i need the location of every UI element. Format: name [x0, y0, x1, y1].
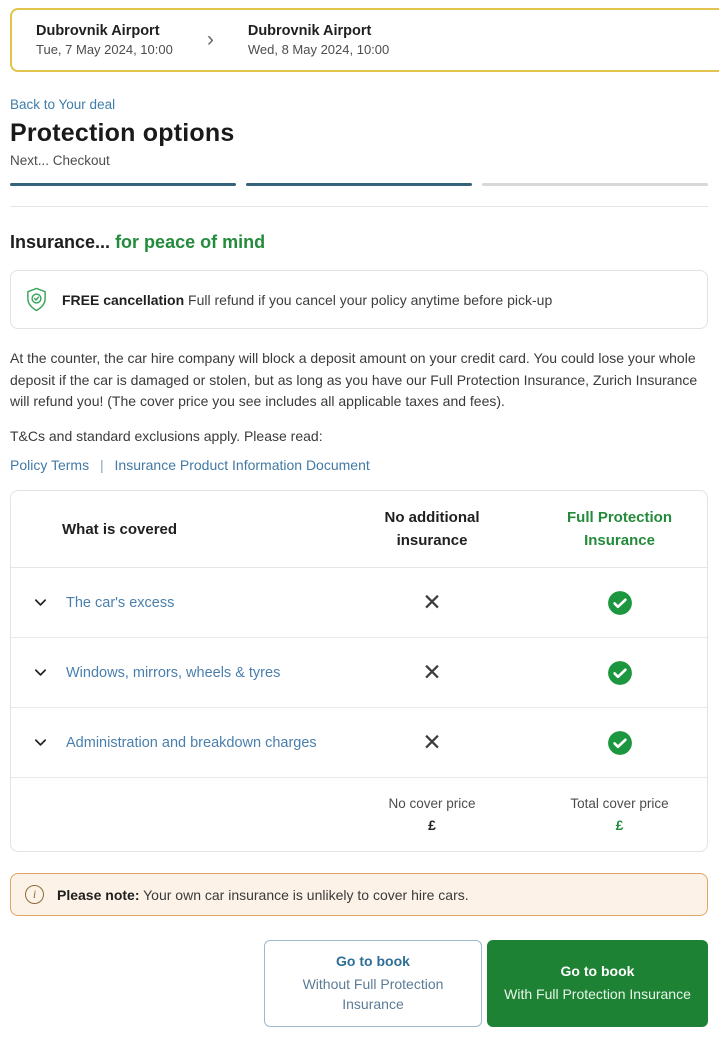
- book-without-insurance-button[interactable]: Go to book Without Full Protection Insurance: [264, 940, 482, 1027]
- dropoff-location: Dubrovnik Airport: [247, 23, 372, 39]
- dropoff-datetime: Wed, 8 May 2024, 10:00: [247, 42, 390, 57]
- table-row-windows-mirrors: [11, 638, 707, 708]
- chevron-down-icon: [33, 595, 48, 610]
- coverage-item-link[interactable]: Windows, mirrors, wheels & tyres: [66, 664, 281, 681]
- covered-check-icon: [607, 730, 633, 756]
- coverage-table: [10, 490, 708, 852]
- document-links: [10, 457, 708, 473]
- column-header-full-protection: Full Protection Insurance: [567, 508, 672, 550]
- main-content: [0, 72, 719, 1047]
- note-text: [57, 887, 469, 903]
- free-cancellation-desc: Full refund if you cancel your policy anytime before pick-up: [188, 291, 553, 308]
- insurance-heading: [10, 232, 708, 253]
- table-row-admin-breakdown: [11, 708, 707, 778]
- chevron-down-icon: [33, 735, 48, 750]
- coverage-item-link[interactable]: Administration and breakdown charges: [66, 734, 317, 751]
- not-covered-icon: ✕: [422, 729, 442, 756]
- ipid-link[interactable]: Insurance Product Information Document: [114, 457, 370, 474]
- policy-terms-link[interactable]: Policy Terms: [10, 457, 90, 474]
- insurance-heading-dark: Insurance...: [10, 232, 111, 252]
- chevron-down-icon: [33, 665, 48, 680]
- total-cover-price-value: £: [615, 817, 624, 834]
- no-cover-price-label: No cover price: [388, 796, 476, 812]
- coverage-table-header: [11, 491, 707, 568]
- coverage-table-footer: [11, 778, 707, 851]
- covered-check-icon: [607, 660, 633, 686]
- free-cancellation-banner: [10, 270, 708, 329]
- deposit-paragraph: At the counter, the car hire company will block a deposit amount on your credit card. You could lose your whole deposit if the car is damaged or stolen, but as long as you have our Full Protection Insurance, Zurich Insurance will refund you! (The cover price you see includes all applicable taxes and fees).: [10, 350, 698, 410]
- back-to-deal-link[interactable]: Back to Your deal: [10, 97, 116, 112]
- progress-step-3: [482, 183, 708, 186]
- shield-check-icon: [25, 287, 48, 312]
- column-header-covered: What is covered: [62, 520, 178, 538]
- page-title: Protection options: [10, 119, 235, 147]
- chevron-right-icon: ›: [206, 27, 214, 51]
- expand-row-button[interactable]: [31, 593, 50, 612]
- next-step-label: Next... Checkout: [10, 153, 110, 168]
- section-divider: [10, 206, 708, 207]
- note-desc: Your own car insurance is unlikely to cover hire cars.: [143, 886, 469, 903]
- free-cancellation-bold: FREE cancellation: [62, 291, 185, 308]
- table-row-cars-excess: [11, 568, 707, 638]
- column-header-no-insurance: No additional insurance: [384, 508, 480, 550]
- not-covered-icon: ✕: [422, 659, 442, 686]
- dropoff-leg: [248, 23, 389, 57]
- total-cover-price-label: Total cover price: [570, 796, 669, 812]
- pickup-datetime: Tue, 7 May 2024, 10:00: [36, 42, 173, 57]
- covered-check-icon: [607, 590, 633, 616]
- coverage-item-link[interactable]: The car's excess: [66, 594, 175, 611]
- booking-actions: [10, 940, 708, 1027]
- expand-row-button[interactable]: [31, 733, 50, 752]
- progress-bar: [10, 183, 708, 186]
- insurance-heading-green: for peace of mind: [115, 232, 266, 252]
- free-cancellation-text: [62, 292, 552, 308]
- please-note-banner: [10, 873, 708, 916]
- progress-step-1: [10, 183, 236, 186]
- no-cover-price-cell: [332, 788, 532, 841]
- expand-row-button[interactable]: [31, 663, 50, 682]
- no-cover-price-value: £: [428, 817, 436, 834]
- terms-line: T&Cs and standard exclusions apply. Please read:: [10, 428, 323, 445]
- pickup-leg: [36, 23, 173, 57]
- not-covered-icon: ✕: [422, 589, 442, 616]
- total-cover-price-cell: [532, 788, 707, 841]
- links-separator: |: [99, 457, 104, 474]
- note-bold: Please note:: [57, 886, 140, 903]
- trip-summary-bar[interactable]: [10, 8, 719, 72]
- info-icon: i: [25, 885, 44, 904]
- pickup-location: Dubrovnik Airport: [36, 23, 160, 39]
- progress-step-2: [246, 183, 472, 186]
- book-with-insurance-button[interactable]: Go to book With Full Protection Insurance: [487, 940, 708, 1027]
